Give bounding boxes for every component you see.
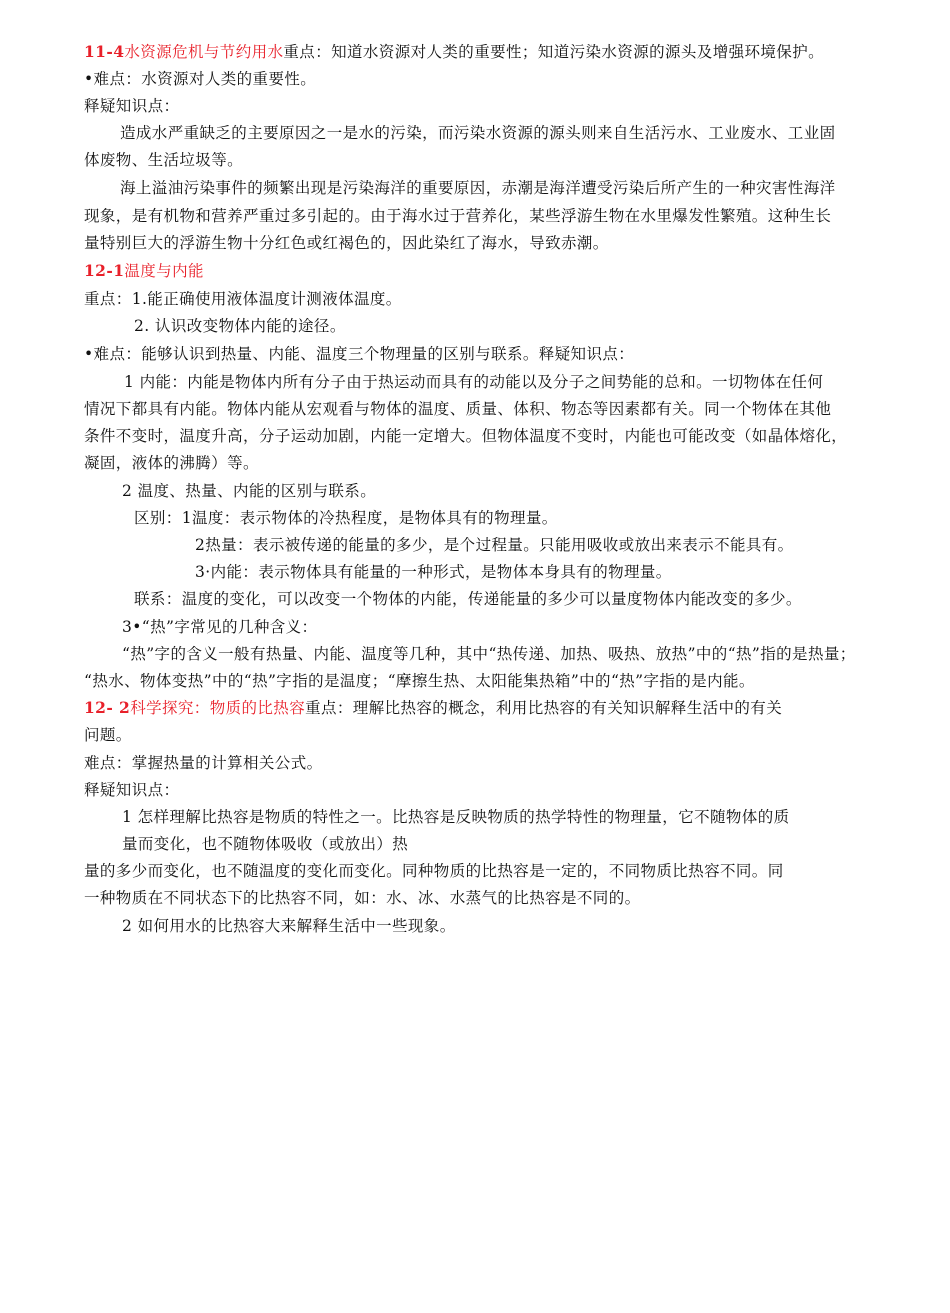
paragraph-line: “热”字的含义一般有热量、内能、温度等几种，其中“热传递、加热、吸热、放热”中的“热”指的是热量； [122,645,856,663]
paragraph-line: 量而变化，也不随物体吸收（或放出）热 [122,835,409,853]
paragraph-line: 条件不变时，温度升高，分子运动加剧，内能一定增大。但物体温度不变时，内能也可能改变（如晶体熔化， [84,427,848,445]
difficulty-line: •难点：水资源对人类的重要性。 [84,70,317,88]
section-12-2-heading-line [84,698,782,718]
paragraph-line: 一种物质在不同状态下的比热容不同，如：水、冰、水蒸气的比热容是不同的。 [84,889,641,907]
relation-line: 联系：温度的变化，可以改变一个物体的内能，传递能量的多少可以量度物体内能改变的多少。 [134,590,802,608]
section-title: 温度与内能 [124,262,204,280]
section-title: 科学探究：物质的比热容 [130,699,306,717]
paragraph-line: 现象，是有机物和营养严重过多引起的。由于海水过于营养化，某些浮游生物在水里爆发性繁殖。这种生长 [84,207,832,225]
difference-item-1: 区别：1温度：表示物体的冷热程度，是物体具有的物理量。 [134,509,558,527]
paragraph-line: 海上溢油污染事件的频繁出现是污染海洋的重要原因，赤潮是海洋遭受污染后所产生的一种灾害性海洋 [120,179,836,197]
paragraph-line: 1 怎样理解比热容是物质的特性之一。比热容是反映物质的热学特性的物理量，它不随物体的质 [122,808,790,826]
key-points-continued: 问题。 [84,726,132,744]
paragraph-line: 2 如何用水的比热容大来解释生活中一些现象。 [122,917,456,935]
section-number: 12-1 [84,261,125,280]
difference-item-3: 3·内能：表示物体具有能量的一种形式，是物体本身具有的物理量。 [195,563,672,581]
section-12-1-heading-line [84,261,204,281]
difference-item-2: 2热量：表示被传递的能量的多少，是个过程量。只能用吸收或放出来表示不能具有。 [195,536,794,554]
paragraph-line: 情况下都具有内能。物体内能从宏观看与物体的温度、质量、体积、物态等因素都有关。同一个物体在其他 [84,400,832,418]
key-points: 重点：知道水资源对人类的重要性；知道污染水资源的源头及增强环境保护。 [283,43,825,61]
paragraph-line: 量的多少而变化，也不随温度的变化而变化。同种物质的比热容是一定的，不同物质比热容不同。同 [84,862,784,880]
paragraph-line: 体废物、生活垃圾等。 [84,151,244,169]
paragraph-line: 量特别巨大的浮游生物十分红色或红褐色的，因此染红了海水，导致赤潮。 [84,234,609,252]
section-number: 11-4 [84,42,125,61]
section-title: 水资源危机与节约用水 [124,43,284,61]
subsection-title: 3•“热”字常见的几种含义： [122,618,318,636]
section-11-4-heading-line [84,42,824,62]
key-points: 重点：理解比热容的概念，利用比热容的有关知识解释生活中的有关 [305,699,783,717]
subsection-title: 2 温度、热量、内能的区别与联系。 [122,482,377,500]
difficulty-line: 难点：掌握热量的计算相关公式。 [84,754,323,772]
key-point-1: 重点：1.能正确使用液体温度计测液体温度。 [84,290,402,308]
paragraph-line: “热水、物体变热”中的“热”字指的是温度；“摩擦生热、太阳能集热箱”中的“热”字指的是内能。 [84,672,755,690]
paragraph-line: 1 内能：内能是物体内所有分子由于热运动而具有的动能以及分子之间势能的总和。一切物体在任何 [124,373,824,391]
section-number: 12- 2 [84,698,131,717]
explain-label: 释疑知识点： [84,97,180,115]
paragraph-line: 造成水严重缺乏的主要原因之一是水的污染，而污染水资源的源头则来自生活污水、工业废水、工业固 [120,124,836,142]
explain-label: 释疑知识点： [84,781,180,799]
difficulty-line: •难点：能够认识到热量、内能、温度三个物理量的区别与联系。释疑知识点： [84,345,635,363]
key-point-2: 2. 认识改变物体内能的途径。 [134,317,346,335]
paragraph-line: 凝固，液体的沸腾）等。 [84,454,259,472]
